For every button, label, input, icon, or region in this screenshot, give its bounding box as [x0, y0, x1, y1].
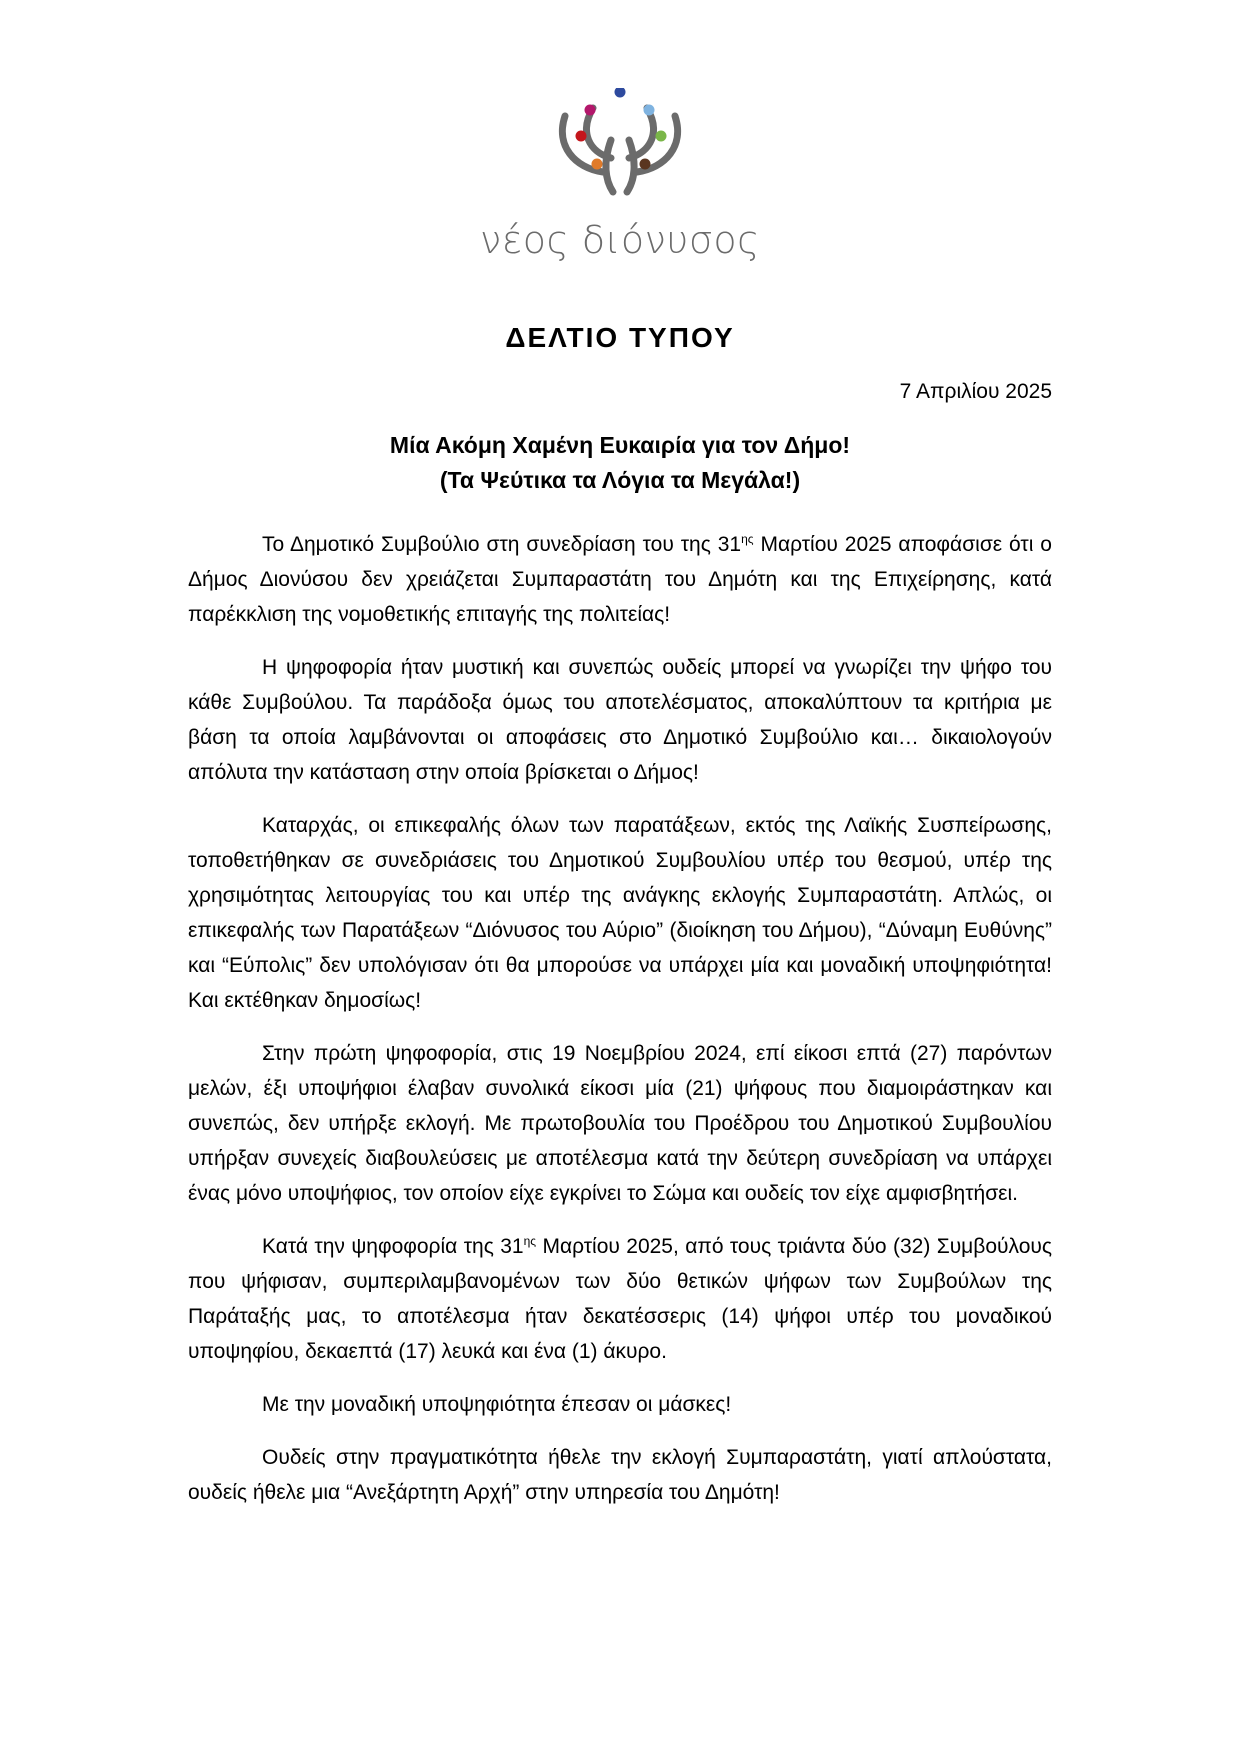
paragraph: Με την μοναδική υποψηφιότητα έπεσαν οι μάσκες!	[262, 1393, 732, 1416]
logo-dot	[656, 131, 667, 142]
paragraph-text: Μαρτίου 2025 αποφάσισε ότι ο Δήμος Διονύσου δεν χρειάζεται Συμπαραστάτη του Δημότη και της Επιχείρησης, κατά παρέκκλιση της νομοθετικής επιταγής της πολιτείας!	[188, 533, 1052, 626]
title-line: (Τα Ψεύτικα τα Λόγια τα Μεγάλα!)	[439, 467, 801, 493]
logo-trunk	[606, 140, 613, 192]
paragraph-text: Μαρτίου 2025, από τους τριάντα δύο (32) Συμβούλους που ψήφισαν, συμπεριλαμβανομένων των δύο θετικών ψήφων των Συμβούλων της Παράταξής μας, το αποτέλεσμα ήταν δεκατέσσερις (14) ψήφοι υπέρ του μοναδικού υποψηφίου, δεκαεπτά (17) λευκά και ένα (1) άκυρο.	[188, 1235, 1052, 1363]
logo-dot	[644, 105, 655, 116]
organization-logo	[470, 88, 770, 278]
title-line: Μία Ακόμη Χαμένη Ευκαιρία για τον Δήμο!	[389, 432, 851, 458]
document-body	[188, 527, 1052, 1528]
paragraph	[188, 1229, 1052, 1369]
logo-dot	[592, 159, 603, 170]
ordinal-superscript: ης	[523, 1234, 537, 1248]
ordinal-superscript: ης	[741, 532, 754, 546]
logo-text: νέος διόνυσος	[480, 218, 760, 262]
logo-trunk	[627, 140, 634, 192]
paragraph: Ουδείς στην πραγματικότητα ήθελε την εκλογή Συμπαραστάτη, γιατί απλούστατα, ουδείς ήθελε μια “Ανεξάρτητη Αρχή” στην υπηρεσία του Δημότη!	[188, 1446, 1052, 1504]
logo-dot	[576, 131, 587, 142]
paragraph: Η ψηφοφορία ήταν μυστική και συνεπώς ουδείς μπορεί να γνωρίζει την ψήφο του κάθε Συμβούλου. Τα παράδοξα όμως του αποτελέσματος, αποκαλύπτουν τα κριτήρια με βάση τα οποία λαμβάνονται οι αποφάσεις στο Δημοτικό Συμβούλιο και… δικαιολογούν απόλυτα την κατάσταση στην οποία βρίσκεται ο Δήμος!	[188, 656, 1052, 784]
paragraph	[188, 527, 1052, 632]
logo-dot	[640, 159, 651, 170]
paragraph-text: Το Δημοτικό Συμβούλιο στη συνεδρίαση του της 31	[262, 533, 742, 556]
paragraph-text: Κατά την ψηφοφορία της 31	[262, 1235, 524, 1258]
logo-dot	[615, 88, 626, 98]
document-date: 7 Απριλίου 2025	[899, 380, 1052, 403]
logo-dot	[585, 105, 596, 116]
tree-logo-icon	[545, 88, 695, 218]
paragraph: Στην πρώτη ψηφοφορία, στις 19 Νοεμβρίου 2024, επί είκοσι επτά (27) παρόντων μελών, έξι υποψήφιοι έλαβαν συνολικά είκοσι μία (21) ψήφους που διαμοιράστηκαν και συνεπώς, δεν υπήρξε εκλογή. Με πρωτοβουλία του Προέδρου του Δημοτικού Συμβουλίου υπήρξαν συνεχείς διαβουλεύσεις με αποτέλεσμα κατά την δεύτερη συνεδρίαση να υπάρχει ένας μόνο υποψήφιος, τον οποίον είχε εγκρίνει το Σώμα και ουδείς τον είχε αμφισβητήσει.	[188, 1042, 1052, 1205]
document-title	[0, 428, 1240, 498]
document-heading: ΔΕΛΤΙΟ ΤΥΠΟΥ	[505, 322, 735, 353]
paragraph: Καταρχάς, οι επικεφαλής όλων των παρατάξεων, εκτός της Λαϊκής Συσπείρωσης, τοποθετήθηκαν σε συνεδριάσεις του Δημοτικού Συμβουλίου υπέρ του θεσμού, υπέρ της χρησιμότητας λειτουργίας του και υπέρ της ανάγκης εκλογής Συμπαραστάτη. Απλώς, οι επικεφαλής των Παρατάξεων “Διόνυσος του Αύριο” (διοίκηση του Δήμου), “Δύναμη Ευθύνης” και “Εύπολις” δεν υπολόγισαν ότι θα μπορούσε να υπάρχει μία και μοναδική υποψηφιότητα! Και εκτέθηκαν δημοσίως!	[188, 814, 1052, 1012]
